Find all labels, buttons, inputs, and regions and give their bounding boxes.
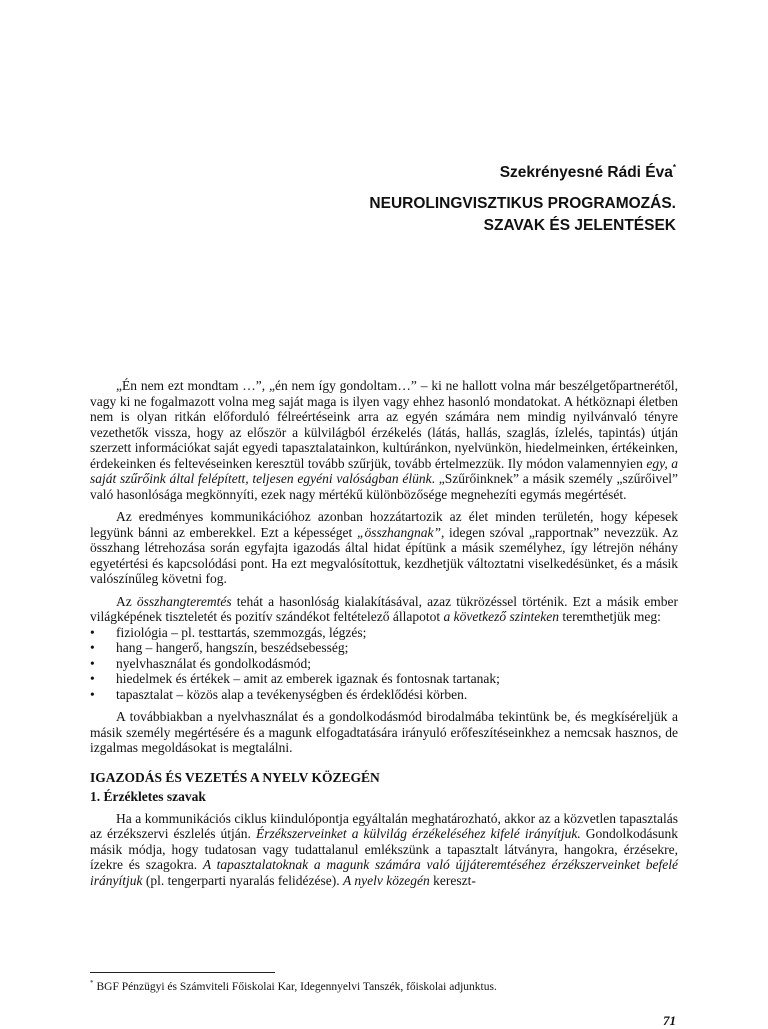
paragraph-1-emphasis: egy, a saját szűrőink által felépített, teljesen egyéni valóságban élünk <box>90 455 678 486</box>
paragraph-2-text-c: , idegen szóval „rapportnak” nevezzük. Az összhang létrehozása során egyfajta igazodás által hidat építünk a másik személyhez, így létrejön néhány egyetértési és kapcsolódási pont. Ha ezt megvalósítottuk, kezdhetjük változtatni viselkedésünket, és a másik valószínűleg követni fog. <box>90 524 678 586</box>
author-text: Szekrényesné Rádi Éva <box>499 164 673 181</box>
list-item: • tapasztalat – közös alap a tevékenységben és érdeklődési körben. <box>90 687 678 703</box>
title-line-2: SZAVAK ÉS JELENTÉSEK <box>483 217 676 234</box>
paragraph-5-text-a: Ha a kommunikációs ciklus kiindulópontja egyáltalán meghatározható, akkor az a közvetlen tapasztalás az érzékszervi észlelés útján. <box>90 810 678 841</box>
list-item: • hiedelmek és értékek – amit az emberek igaznak és fontosnak tartanak; <box>90 671 678 687</box>
paragraph-5-emphasis-3: A nyelv közegén <box>343 872 430 888</box>
article-title <box>369 193 676 237</box>
article-body <box>90 378 678 895</box>
footnote-divider <box>90 972 275 973</box>
paragraph-3-emphasis-1: összhangteremtés <box>136 593 232 609</box>
list-item: • nyelvhasználat és gondolkodásmód; <box>90 656 678 672</box>
footnote-mark: * <box>90 979 94 987</box>
rapport-levels-list <box>90 625 678 703</box>
paragraph-3-text-e: teremthetjük meg: <box>558 609 661 624</box>
paragraph-3 <box>90 594 678 625</box>
paragraph-5-emphasis-1: Érzékszerveinket a külvilág érzékeléséhez kifelé irányítjuk. <box>255 826 581 841</box>
subsection-heading: 1. Érzékletes szavak <box>90 789 206 804</box>
paragraph-5-text-e: (pl. tengerparti nyaralás felidézése). <box>142 872 344 888</box>
paragraph-2-emphasis: „összhangnak” <box>356 524 441 540</box>
section-heading: IGAZODÁS ÉS VEZETÉS A NYELV KÖZEGÉN <box>90 769 380 785</box>
paragraph-3-text-a: Az <box>116 593 137 609</box>
author-name <box>500 163 676 182</box>
footnote <box>90 979 497 993</box>
paragraph-5 <box>90 811 678 889</box>
paragraph-3-text-c: tehát a hasonlóság kialakításával, azaz tükrözéssel történik. Ezt a másik ember világképének tiszteletét és pozitív szándékot feltételező állapotot <box>90 593 678 624</box>
paragraph-3-emphasis-2: a következő szinteken <box>443 609 559 624</box>
list-item: • hang – hangerő, hangszín, beszédsebesség; <box>90 640 678 656</box>
paragraph-5-text-g: kereszt- <box>429 872 476 888</box>
paragraph-1-text-c: . „Szűrőinknek” a másik személy „szűrőivel” való hasonlósága megkönnyíti, ezek nagy mértékű különbözősége megnehezíti egymás megértését. <box>90 471 678 502</box>
paragraph-1 <box>90 378 678 502</box>
paragraph-2-text-a: Az eredményes kommunikációhoz azonban hozzátartozik az élet minden területén, hogy képesek legyünk bánni az emberekkel. Ezt a képességet <box>90 509 678 540</box>
paragraph-1-text-a: „Én nem ezt mondtam …”, „én nem így gondoltam…” – ki ne hallott volna már beszélgetőpartnerétől, vagy ki ne fogalmazott volna meg saját maga is ilyen vagy ehhez hasonló mondatokat. A hétköznapi életben nem is olyan ritkán előforduló félreértéseink arra az egyén számára nem mindig nyilvánvaló tényre vezethetők vissza, hogy az először a külvilágból érzékelés (látás, hallás, szaglás, ízlelés, tapintás) útján szerzett információkat saját egyedi tapasztalatainkon, kultúránkon, nyelvünkön, hiedelmeinken, értékeinken, érdekeinken és feltevéseinken keresztül tovább szűrjük, tovább értelmezzük. Ily módon valamennyien <box>90 378 678 471</box>
paragraph-4: A továbbiakban a nyelvhasználat és a gondolkodásmód birodalmába tekintünk be, és megkíséreljük a másik személy megértésére és a magunk elfogadtatására irányuló erőfeszítéseinkhez a nemcsak hasznos, de izgalmas megoldásokat is megtalálni. <box>90 709 678 755</box>
paragraph-2 <box>90 509 678 587</box>
paragraph-5-emphasis-2: A tapasztalatoknak a magunk számára való újjáteremtéséhez érzékszerveinket befelé irányítjuk <box>90 857 678 888</box>
title-line-1: NEUROLINGVISZTIKUS PROGRAMOZÁS. <box>369 195 676 212</box>
list-item: • fiziológia – pl. testtartás, szemmozgás, légzés; <box>90 625 678 641</box>
footnote-text: BGF Pénzügyi és Számviteli Főiskolai Kar, Idegennyelvi Tanszék, főiskolai adjunktus. <box>96 981 497 993</box>
page-number: 71 <box>663 1013 676 1028</box>
paragraph-5-text-c: Gondolkodásunk másik módja, hogy tudatosan vagy tudattalanul emlékszünk a tapasztalt látványra, hangokra, érzésekre, ízekre és szagokra. <box>90 826 678 872</box>
author-footnote-mark: * <box>672 163 676 172</box>
